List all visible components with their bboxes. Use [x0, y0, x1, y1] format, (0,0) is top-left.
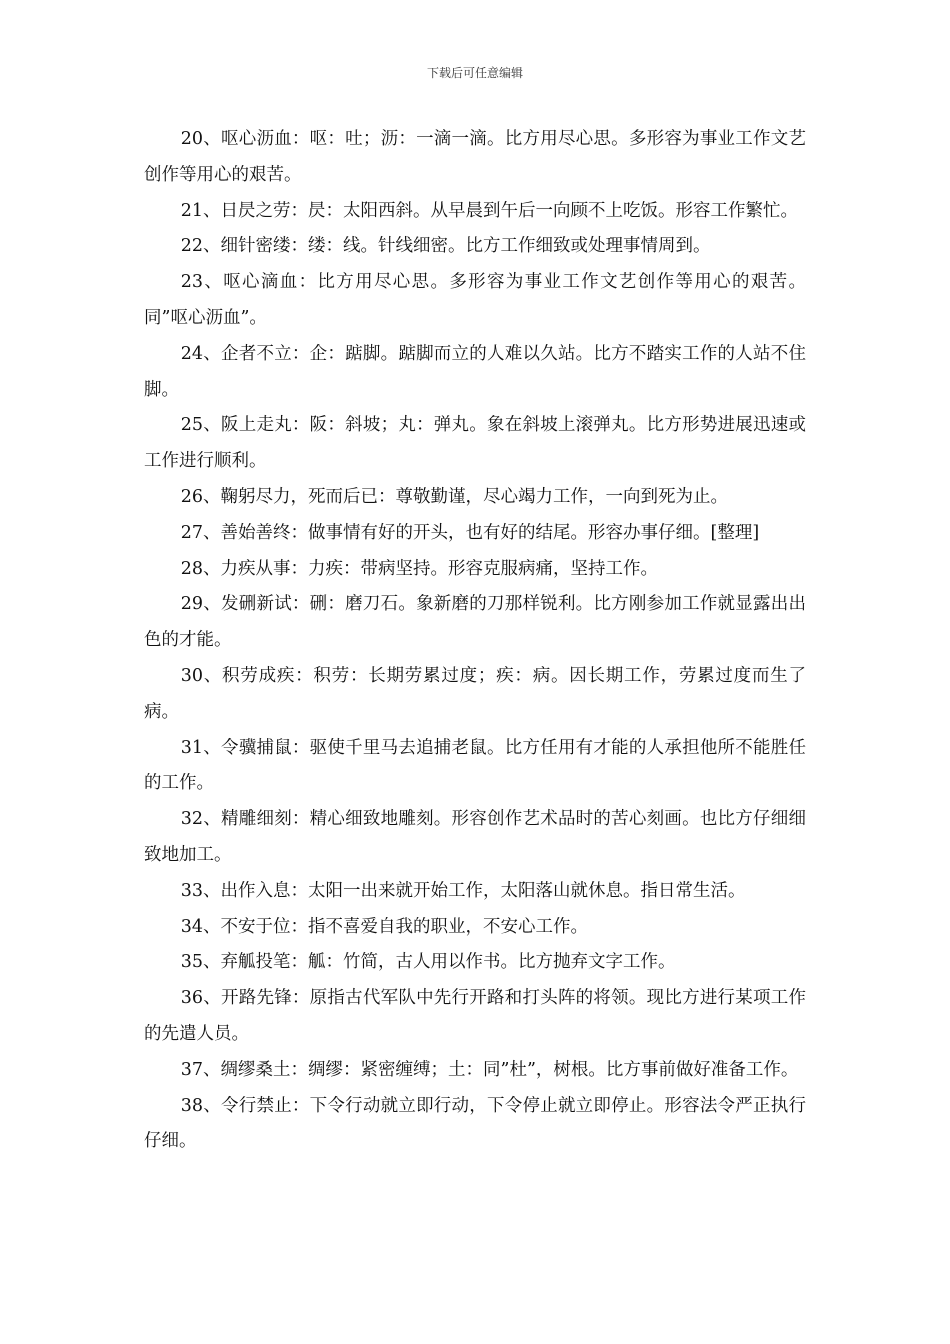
- idiom-entry-28: 28、力疾从事：力疾：带病坚持。形容克服病痛，坚持工作。: [180, 558, 659, 579]
- idiom-entry-32: 32、精雕细刻：精心细致地雕刻。形容创作艺术品时的苦心刻画。也比方仔细细致地加工。: [144, 809, 806, 865]
- idiom-entry-27: 27、善始善终：做事情有好的开头，也有好的结尾。形容办事仔细。[整理]: [180, 522, 760, 543]
- idiom-entry-22: 22、细针密缕：缕：线。针线细密。比方工作细致或处理事情周到。: [180, 236, 711, 257]
- idiom-entry-36: 36、开路先锋：原指古代军队中先行开路和打头阵的将领。现比方进行某项工作的先遣人员。: [144, 988, 806, 1044]
- page-header: 下载后可任意编辑: [426, 66, 523, 80]
- idiom-entry-35: 35、弃觚投笔：觚：竹简，古人用以作书。比方抛弃文字工作。: [180, 952, 676, 973]
- idiom-entry-38: 38、令行禁止：下令行动就立即行动，下令停止就立即停止。形容法令严正执行仔细。: [144, 1095, 806, 1152]
- idiom-entry-31: 31、令骥捕鼠：驱使千里马去追捕老鼠。比方任用有才能的人承担他所不能胜任的工作。: [144, 737, 806, 794]
- idiom-entry-25: 25、阪上走丸：阪：斜坡；丸：弹丸。象在斜坡上滚弹丸。比方形势进展迅速或工作进行顺利。: [144, 415, 806, 472]
- idiom-entry-26: 26、鞠躬尽力，死而后已：尊敬勤谨，尽心竭力工作，一向到死为止。: [180, 486, 729, 507]
- idiom-entry-30: 30、积劳成疾：积劳：长期劳累过度；疾：病。因长期工作，劳累过度而生了病。: [144, 665, 806, 722]
- document-body: [144, 122, 806, 1160]
- idiom-entry-37: 37、绸缪桑土：绸缪：紧密缠缚；土：同”杜”，树根。比方事前做好准备工作。: [180, 1059, 799, 1080]
- idiom-entry-21: 21、日昃之劳：昃：太阳西斜。从早晨到午后一向顾不上吃饭。形容工作繁忙。: [180, 200, 799, 221]
- idiom-entry-24: 24、企者不立：企：踮脚。踮脚而立的人难以久站。比方不踏实工作的人站不住脚。: [144, 343, 806, 400]
- idiom-entry-29: 29、发硎新试：硎：磨刀石。象新磨的刀那样锐利。比方刚参加工作就显露出出色的才能。: [144, 594, 806, 651]
- idiom-entry-20: 20、呕心沥血：呕：吐；沥：一滴一滴。比方用尽心思。多形容为事业工作文艺创作等用心的艰苦。: [144, 129, 806, 185]
- idiom-entry-23: 23、呕心滴血：比方用尽心思。多形容为事业工作文艺创作等用心的艰苦。同”呕心沥血”。: [144, 272, 806, 328]
- idiom-entry-34: 34、不安于位：指不喜爱自我的职业，不安心工作。: [180, 916, 589, 937]
- idiom-entry-33: 33、出作入息：太阳一出来就开始工作，太阳落山就休息。指日常生活。: [180, 880, 746, 901]
